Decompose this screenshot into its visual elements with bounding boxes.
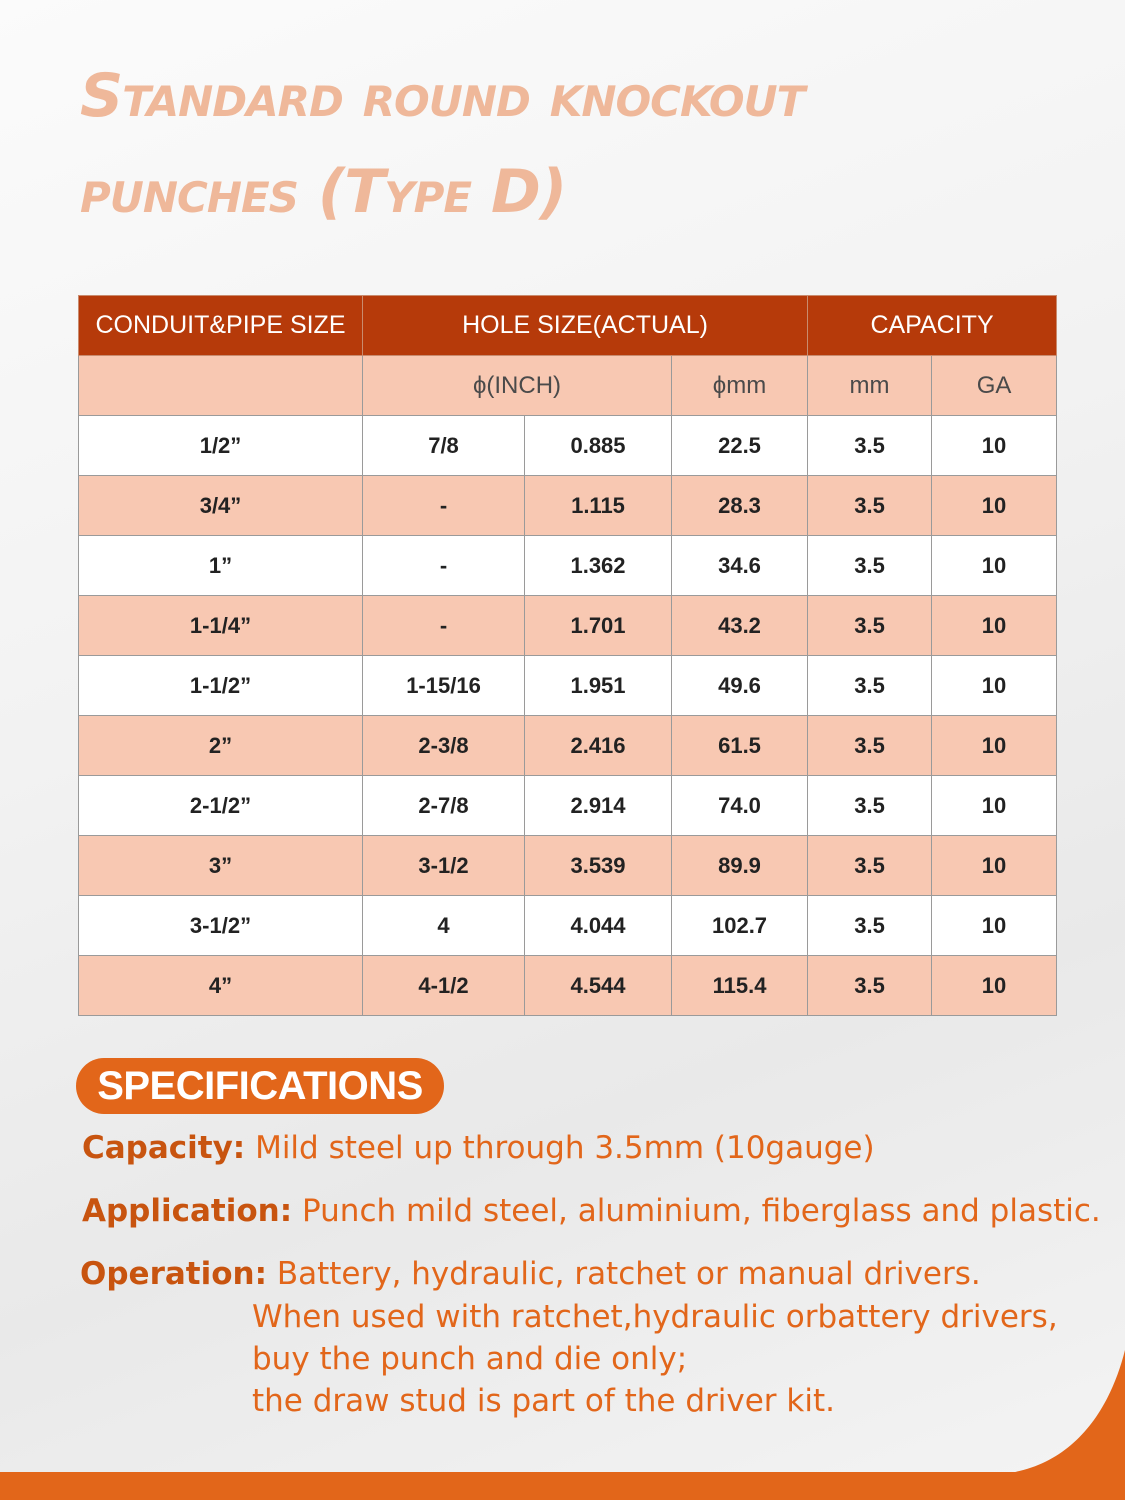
cell-mm-diameter: 28.3 — [672, 476, 808, 536]
cell-capacity-mm: 3.5 — [808, 656, 932, 716]
subheader-mm-diameter: ϕmm — [672, 356, 808, 416]
subheader-capacity-ga: GA — [932, 356, 1057, 416]
table-row — [79, 596, 1057, 656]
cell-capacity-ga: 10 — [932, 776, 1057, 836]
bottom-accent-bar — [0, 1472, 1125, 1500]
cell-capacity-ga: 10 — [932, 476, 1057, 536]
cell-inch-fraction: 3-1/2 — [363, 836, 525, 896]
spec-application-text: Punch mild steel, aluminium, fiberglass and plastic. — [292, 1193, 1101, 1229]
cell-inch-decimal: 3.539 — [525, 836, 672, 896]
header-hole-size: HOLE SIZE(ACTUAL) — [363, 296, 808, 356]
cell-inch-decimal: 2.914 — [525, 776, 672, 836]
cell-mm-diameter: 43.2 — [672, 596, 808, 656]
subheader-capacity-mm: mm — [808, 356, 932, 416]
table-row — [79, 956, 1057, 1016]
corner-decoration — [1015, 1350, 1125, 1480]
spec-operation-line3: buy the punch and die only; — [252, 1341, 688, 1377]
knockout-size-table — [78, 295, 1057, 1016]
spec-application — [82, 1193, 1101, 1229]
cell-capacity-ga: 10 — [932, 956, 1057, 1016]
cell-mm-diameter: 22.5 — [672, 416, 808, 476]
cell-capacity-mm: 3.5 — [808, 536, 932, 596]
subheader-inch: ϕ(INCH) — [363, 356, 672, 416]
cell-capacity-ga: 10 — [932, 836, 1057, 896]
cell-conduit-size: 1-1/2” — [79, 656, 363, 716]
cell-inch-fraction: 2-7/8 — [363, 776, 525, 836]
spec-operation — [80, 1256, 981, 1292]
cell-conduit-size: 2-1/2” — [79, 776, 363, 836]
cell-inch-fraction: - — [363, 476, 525, 536]
specifications-heading: SPECIFICATIONS — [76, 1058, 444, 1114]
cell-conduit-size: 1/2” — [79, 416, 363, 476]
spec-capacity-label: Capacity: — [82, 1130, 246, 1166]
cell-capacity-ga: 10 — [932, 596, 1057, 656]
cell-conduit-size: 4” — [79, 956, 363, 1016]
cell-capacity-mm: 3.5 — [808, 476, 932, 536]
cell-inch-decimal: 1.362 — [525, 536, 672, 596]
spec-capacity — [82, 1130, 875, 1166]
table-row — [79, 776, 1057, 836]
subheader-empty — [79, 356, 363, 416]
table-row — [79, 896, 1057, 956]
cell-conduit-size: 3” — [79, 836, 363, 896]
cell-mm-diameter: 61.5 — [672, 716, 808, 776]
header-conduit-size: CONDUIT&PIPE SIZE — [79, 296, 363, 356]
cell-capacity-ga: 10 — [932, 896, 1057, 956]
cell-inch-fraction: - — [363, 536, 525, 596]
cell-mm-diameter: 49.6 — [672, 656, 808, 716]
table-row — [79, 716, 1057, 776]
cell-conduit-size: 1” — [79, 536, 363, 596]
cell-inch-fraction: 7/8 — [363, 416, 525, 476]
spec-operation-line4: the draw stud is part of the driver kit. — [252, 1383, 835, 1419]
cell-capacity-ga: 10 — [932, 416, 1057, 476]
cell-conduit-size: 2” — [79, 716, 363, 776]
cell-mm-diameter: 89.9 — [672, 836, 808, 896]
cell-inch-decimal: 0.885 — [525, 416, 672, 476]
cell-inch-fraction: 2-3/8 — [363, 716, 525, 776]
cell-capacity-mm: 3.5 — [808, 716, 932, 776]
cell-inch-fraction: 1-15/16 — [363, 656, 525, 716]
cell-conduit-size: 3-1/2” — [79, 896, 363, 956]
cell-inch-decimal: 4.044 — [525, 896, 672, 956]
header-capacity: CAPACITY — [808, 296, 1057, 356]
cell-inch-decimal: 1.115 — [525, 476, 672, 536]
table-row — [79, 656, 1057, 716]
spec-operation-label: Operation: — [80, 1256, 267, 1292]
cell-mm-diameter: 102.7 — [672, 896, 808, 956]
cell-inch-fraction: 4 — [363, 896, 525, 956]
cell-capacity-mm: 3.5 — [808, 596, 932, 656]
spec-application-label: Application: — [82, 1193, 293, 1229]
cell-inch-fraction: - — [363, 596, 525, 656]
table-row — [79, 476, 1057, 536]
cell-inch-decimal: 4.544 — [525, 956, 672, 1016]
cell-conduit-size: 3/4” — [79, 476, 363, 536]
cell-capacity-ga: 10 — [932, 716, 1057, 776]
cell-capacity-mm: 3.5 — [808, 896, 932, 956]
table-row — [79, 836, 1057, 896]
page-title-line1: Standard round knockout — [80, 61, 805, 131]
cell-capacity-ga: 10 — [932, 656, 1057, 716]
table-body — [79, 416, 1057, 1016]
page-title-line2: punches (Type D) — [80, 157, 567, 227]
table-row — [79, 536, 1057, 596]
cell-inch-decimal: 2.416 — [525, 716, 672, 776]
cell-inch-decimal: 1.951 — [525, 656, 672, 716]
cell-capacity-mm: 3.5 — [808, 956, 932, 1016]
cell-mm-diameter: 115.4 — [672, 956, 808, 1016]
cell-conduit-size: 1-1/4” — [79, 596, 363, 656]
cell-mm-diameter: 34.6 — [672, 536, 808, 596]
page-title — [80, 48, 1080, 240]
cell-capacity-mm: 3.5 — [808, 836, 932, 896]
cell-inch-decimal: 1.701 — [525, 596, 672, 656]
cell-capacity-mm: 3.5 — [808, 776, 932, 836]
table-subheader-row — [79, 356, 1057, 416]
cell-inch-fraction: 4-1/2 — [363, 956, 525, 1016]
table-row — [79, 416, 1057, 476]
spec-operation-line2: When used with ratchet,hydraulic orbattery drivers, — [252, 1299, 1058, 1335]
cell-capacity-ga: 10 — [932, 536, 1057, 596]
spec-capacity-text: Mild steel up through 3.5mm (10gauge) — [245, 1130, 875, 1166]
table-header-row — [79, 296, 1057, 356]
cell-capacity-mm: 3.5 — [808, 416, 932, 476]
spec-operation-text: Battery, hydraulic, ratchet or manual drivers. — [266, 1256, 981, 1292]
cell-mm-diameter: 74.0 — [672, 776, 808, 836]
